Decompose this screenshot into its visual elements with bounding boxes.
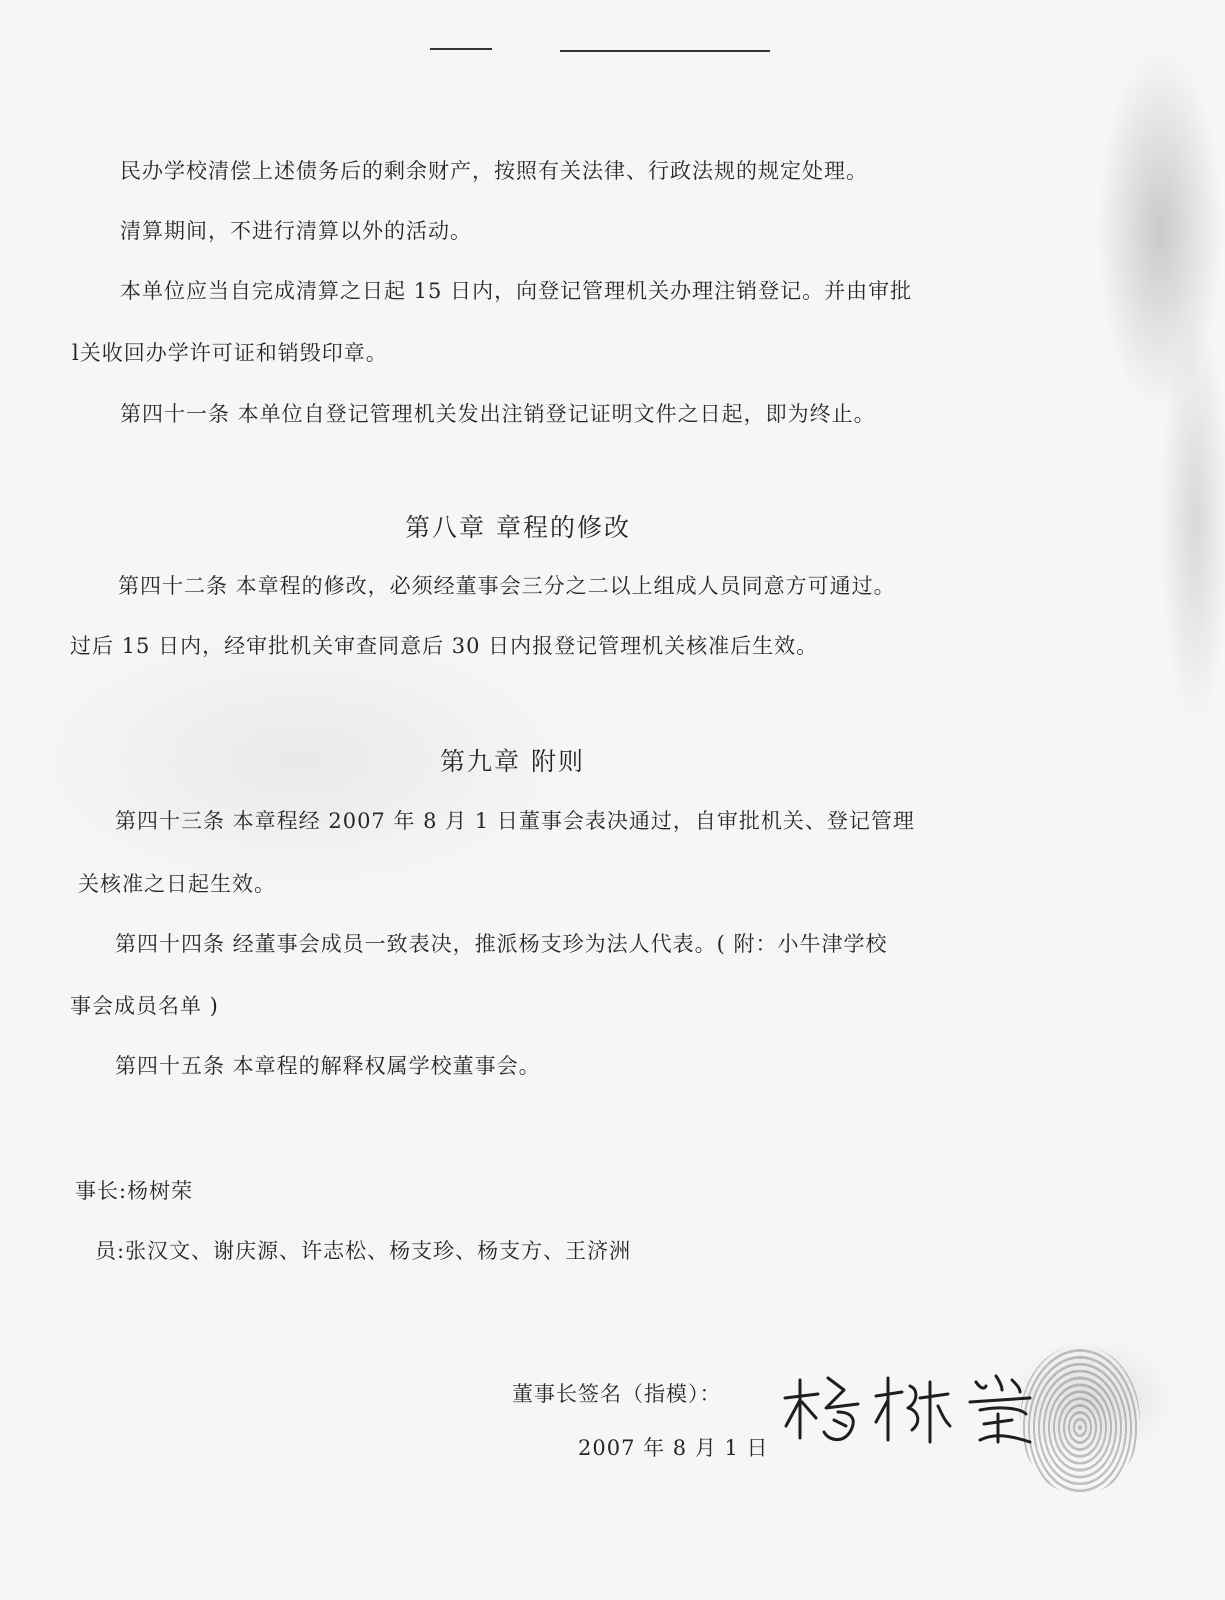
paragraph-residual-assets: 民办学校清偿上述债务后的剩余财产，按照有关法律、行政法规的规定处理。 xyxy=(120,159,868,183)
chairman-line: 事长:杨树荣 xyxy=(75,1179,194,1203)
article-41: 第四十一条 本单位自登记管理机关发出注销登记证明文件之日起，即为终止。 xyxy=(120,402,876,426)
paragraph-liquidation-period: 清算期间，不进行清算以外的活动。 xyxy=(120,219,472,243)
article-43-cont: 关核准之日起生效。 xyxy=(78,872,276,896)
chapter-8-heading: 第八章 章程的修改 xyxy=(405,513,631,542)
top-rule-mark xyxy=(430,48,492,50)
members-line: 员:张汉文、谢庆源、许志松、杨支珍、杨支方、王济洲 xyxy=(95,1239,632,1263)
article-43: 第四十三条 本章程经 2007 年 8 月 1 日董事会表决通过，自审批机关、登记管理 xyxy=(115,809,915,833)
article-44-cont: 事会成员名单 ) xyxy=(70,994,219,1018)
paragraph-deregistration: 本单位应当自完成清算之日起 15 日内，向登记管理机关办理注销登记。并由审批 xyxy=(120,279,913,303)
top-rule-mark xyxy=(560,50,770,52)
article-45: 第四十五条 本章程的解释权属学校董事会。 xyxy=(115,1054,541,1078)
article-44: 第四十四条 经董事会成员一致表决，推派杨支珍为法人代表。( 附：小牛津学校 xyxy=(115,932,888,956)
article-42-cont: 过后 15 日内，经审批机关审查同意后 30 日内报登记管理机关核准后生效。 xyxy=(70,634,819,658)
handwritten-signature xyxy=(780,1360,1080,1450)
paragraph-deregistration-cont: l关收回办学许可证和销毁印章。 xyxy=(72,341,388,365)
signature-label: 董事长签名（指模）： xyxy=(512,1382,722,1406)
chapter-9-heading: 第九章 附则 xyxy=(440,747,585,776)
signature-date: 2007 年 8 月 1 日 xyxy=(578,1436,769,1460)
article-42: 第四十二条 本章程的修改，必须经董事会三分之二以上组成人员同意方可通过。 xyxy=(118,574,896,598)
